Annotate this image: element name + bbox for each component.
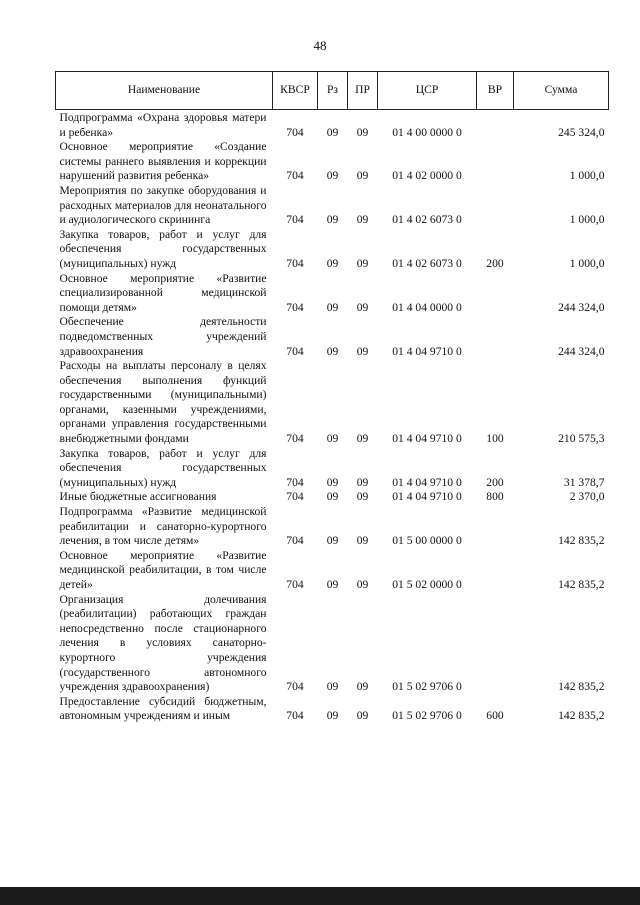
cell-csr: 01 4 02 0000 0 [392, 169, 462, 183]
cell-name: Организация долечивания (реабилитации) работающих граждан непосредственно после стационарного лечения в условиях санаторно-курортного учреждения (государственного автономного учреждения здравоохранения) [59, 592, 267, 694]
cell-vr [477, 184, 514, 228]
cell-kvsr: 704 [286, 125, 304, 139]
cell-rz: 09 [326, 680, 339, 694]
cell-csr: 01 5 02 9706 0 [392, 709, 462, 723]
header-rz: Рз [318, 72, 348, 110]
cell-kvsr: 704 [286, 213, 304, 227]
cell-csr: 01 4 00 0000 0 [392, 125, 462, 139]
cell-vr: 600 [486, 709, 504, 723]
cell-name: Мероприятия по закупке оборудования и расходных материалов для неонатального и аудиологического скрининга [59, 183, 267, 227]
cell-pr: 09 [356, 578, 369, 591]
page-number: 48 [313, 38, 327, 53]
cell-sum: 142 835,2 [558, 578, 605, 591]
header-vr: ВР [477, 72, 514, 110]
table-row [56, 695, 609, 724]
table-row [56, 549, 609, 593]
cell-name: Основное мероприятие «Создание системы раннего выявления и коррекции нарушений развития ребенка» [59, 140, 267, 183]
cell-kvsr: 704 [286, 490, 304, 504]
cell-csr: 01 4 04 9710 0 [392, 490, 462, 504]
cell-vr: 200 [486, 475, 504, 489]
cell-vr [477, 549, 514, 593]
cell-vr [477, 593, 514, 695]
table-row [56, 184, 609, 228]
header-sum: Сумма [514, 72, 609, 110]
cell-rz: 09 [326, 344, 339, 358]
cell-pr: 09 [356, 680, 369, 694]
cell-csr: 01 4 04 9710 0 [392, 475, 462, 489]
header-csr: ЦСР [378, 72, 477, 110]
header-pr: ПР [348, 72, 378, 110]
table-row [56, 228, 609, 272]
cell-rz: 09 [326, 256, 339, 270]
table-row [56, 490, 609, 505]
cell-csr: 01 5 00 0000 0 [392, 534, 462, 548]
cell-kvsr: 704 [286, 169, 304, 183]
cell-sum: 142 835,2 [558, 709, 605, 723]
cell-kvsr: 704 [286, 344, 304, 358]
cell-sum: 1 000,0 [569, 169, 605, 183]
cell-rz: 09 [326, 475, 339, 489]
cell-csr: 01 4 02 6073 0 [392, 213, 462, 227]
table-row [56, 140, 609, 184]
cell-csr: 01 4 02 6073 0 [392, 256, 462, 270]
budget-table [55, 71, 609, 724]
cell-vr: 800 [486, 490, 504, 504]
cell-kvsr: 704 [286, 300, 304, 314]
cell-sum: 210 575,3 [558, 432, 605, 446]
cell-pr: 09 [356, 300, 369, 314]
cell-pr: 09 [356, 125, 369, 139]
cell-sum: 142 835,2 [558, 534, 605, 548]
table-row [56, 315, 609, 359]
table-row [56, 110, 609, 141]
cell-kvsr: 704 [286, 680, 304, 694]
cell-pr: 09 [356, 475, 369, 489]
cell-vr [477, 505, 514, 549]
cell-rz: 09 [326, 490, 339, 504]
cell-name: Закупка товаров, работ и услуг для обеспечения государственных (муниципальных) нужд [59, 227, 267, 270]
cell-vr: 100 [486, 432, 504, 446]
cell-name: Предоставление субсидий бюджетным, автономным учреждениям и иным [59, 694, 267, 723]
cell-pr: 09 [356, 256, 369, 270]
table-row [56, 447, 609, 491]
cell-rz: 09 [326, 709, 339, 723]
cell-name: Подпрограмма «Охрана здоровья матери и ребенка» [59, 111, 267, 139]
cell-name: Обеспечение деятельности подведомственных учреждений здравоохранения [59, 315, 267, 358]
cell-kvsr: 704 [286, 432, 304, 446]
cell-kvsr: 704 [286, 578, 304, 591]
cell-rz: 09 [326, 534, 339, 548]
table-row [56, 593, 609, 695]
cell-pr: 09 [356, 213, 369, 227]
cell-vr: 200 [486, 256, 504, 270]
cell-kvsr: 704 [286, 475, 304, 489]
cell-pr: 09 [356, 490, 369, 504]
cell-sum: 244 324,0 [558, 300, 605, 314]
cell-csr: 01 4 04 9710 0 [392, 344, 462, 358]
cell-sum: 2 370,0 [569, 490, 605, 504]
table-body [56, 110, 609, 724]
cell-kvsr: 704 [286, 256, 304, 270]
table-row [56, 505, 609, 549]
cell-csr: 01 5 02 0000 0 [392, 578, 462, 591]
cell-csr: 01 4 04 0000 0 [392, 300, 462, 314]
cell-rz: 09 [326, 213, 339, 227]
cell-csr: 01 4 04 9710 0 [392, 432, 462, 446]
cell-name: Расходы на выплаты персоналу в целях обеспечения выполнения функций государственными (муниципальными) органами, казенными учреждениями, органами управления государственными внебюджетными фондами [59, 359, 267, 446]
cell-pr: 09 [356, 709, 369, 723]
cell-rz: 09 [326, 432, 339, 446]
cell-vr [477, 272, 514, 316]
cell-sum: 142 835,2 [558, 680, 605, 694]
table-row [56, 359, 609, 447]
cell-name: Основное мероприятие «Развитие медицинской реабилитации, в том числе детей» [59, 548, 267, 591]
cell-name: Закупка товаров, работ и услуг для обеспечения государственных (муниципальных) нужд [59, 446, 267, 489]
cell-vr [477, 110, 514, 141]
table-row [56, 272, 609, 316]
cell-name: Иные бюджетные ассигнования [59, 490, 217, 504]
cell-sum: 1 000,0 [569, 256, 605, 270]
cell-pr: 09 [356, 432, 369, 446]
cell-rz: 09 [326, 578, 339, 591]
header-kvsr: КВСР [273, 72, 318, 110]
cell-vr [477, 140, 514, 184]
cell-pr: 09 [356, 534, 369, 548]
cell-kvsr: 704 [286, 709, 304, 723]
cell-sum: 1 000,0 [569, 213, 605, 227]
scan-bottom-edge [0, 887, 640, 905]
cell-vr [477, 315, 514, 359]
cell-csr: 01 5 02 9706 0 [392, 680, 462, 694]
cell-pr: 09 [356, 344, 369, 358]
cell-kvsr: 704 [286, 534, 304, 548]
cell-sum: 31 378,7 [563, 475, 605, 489]
cell-rz: 09 [326, 300, 339, 314]
cell-sum: 244 324,0 [558, 344, 605, 358]
header-name: Наименование [56, 72, 273, 110]
cell-pr: 09 [356, 169, 369, 183]
cell-rz: 09 [326, 125, 339, 139]
cell-name: Основное мероприятие «Развитие специализированной медицинской помощи детям» [59, 271, 267, 314]
cell-name: Подпрограмма «Развитие медицинской реабилитации и санаторно-курортного лечения, в том числе детям» [59, 505, 267, 548]
table-header-row [56, 72, 609, 110]
cell-rz: 09 [326, 169, 339, 183]
cell-sum: 245 324,0 [558, 125, 605, 139]
